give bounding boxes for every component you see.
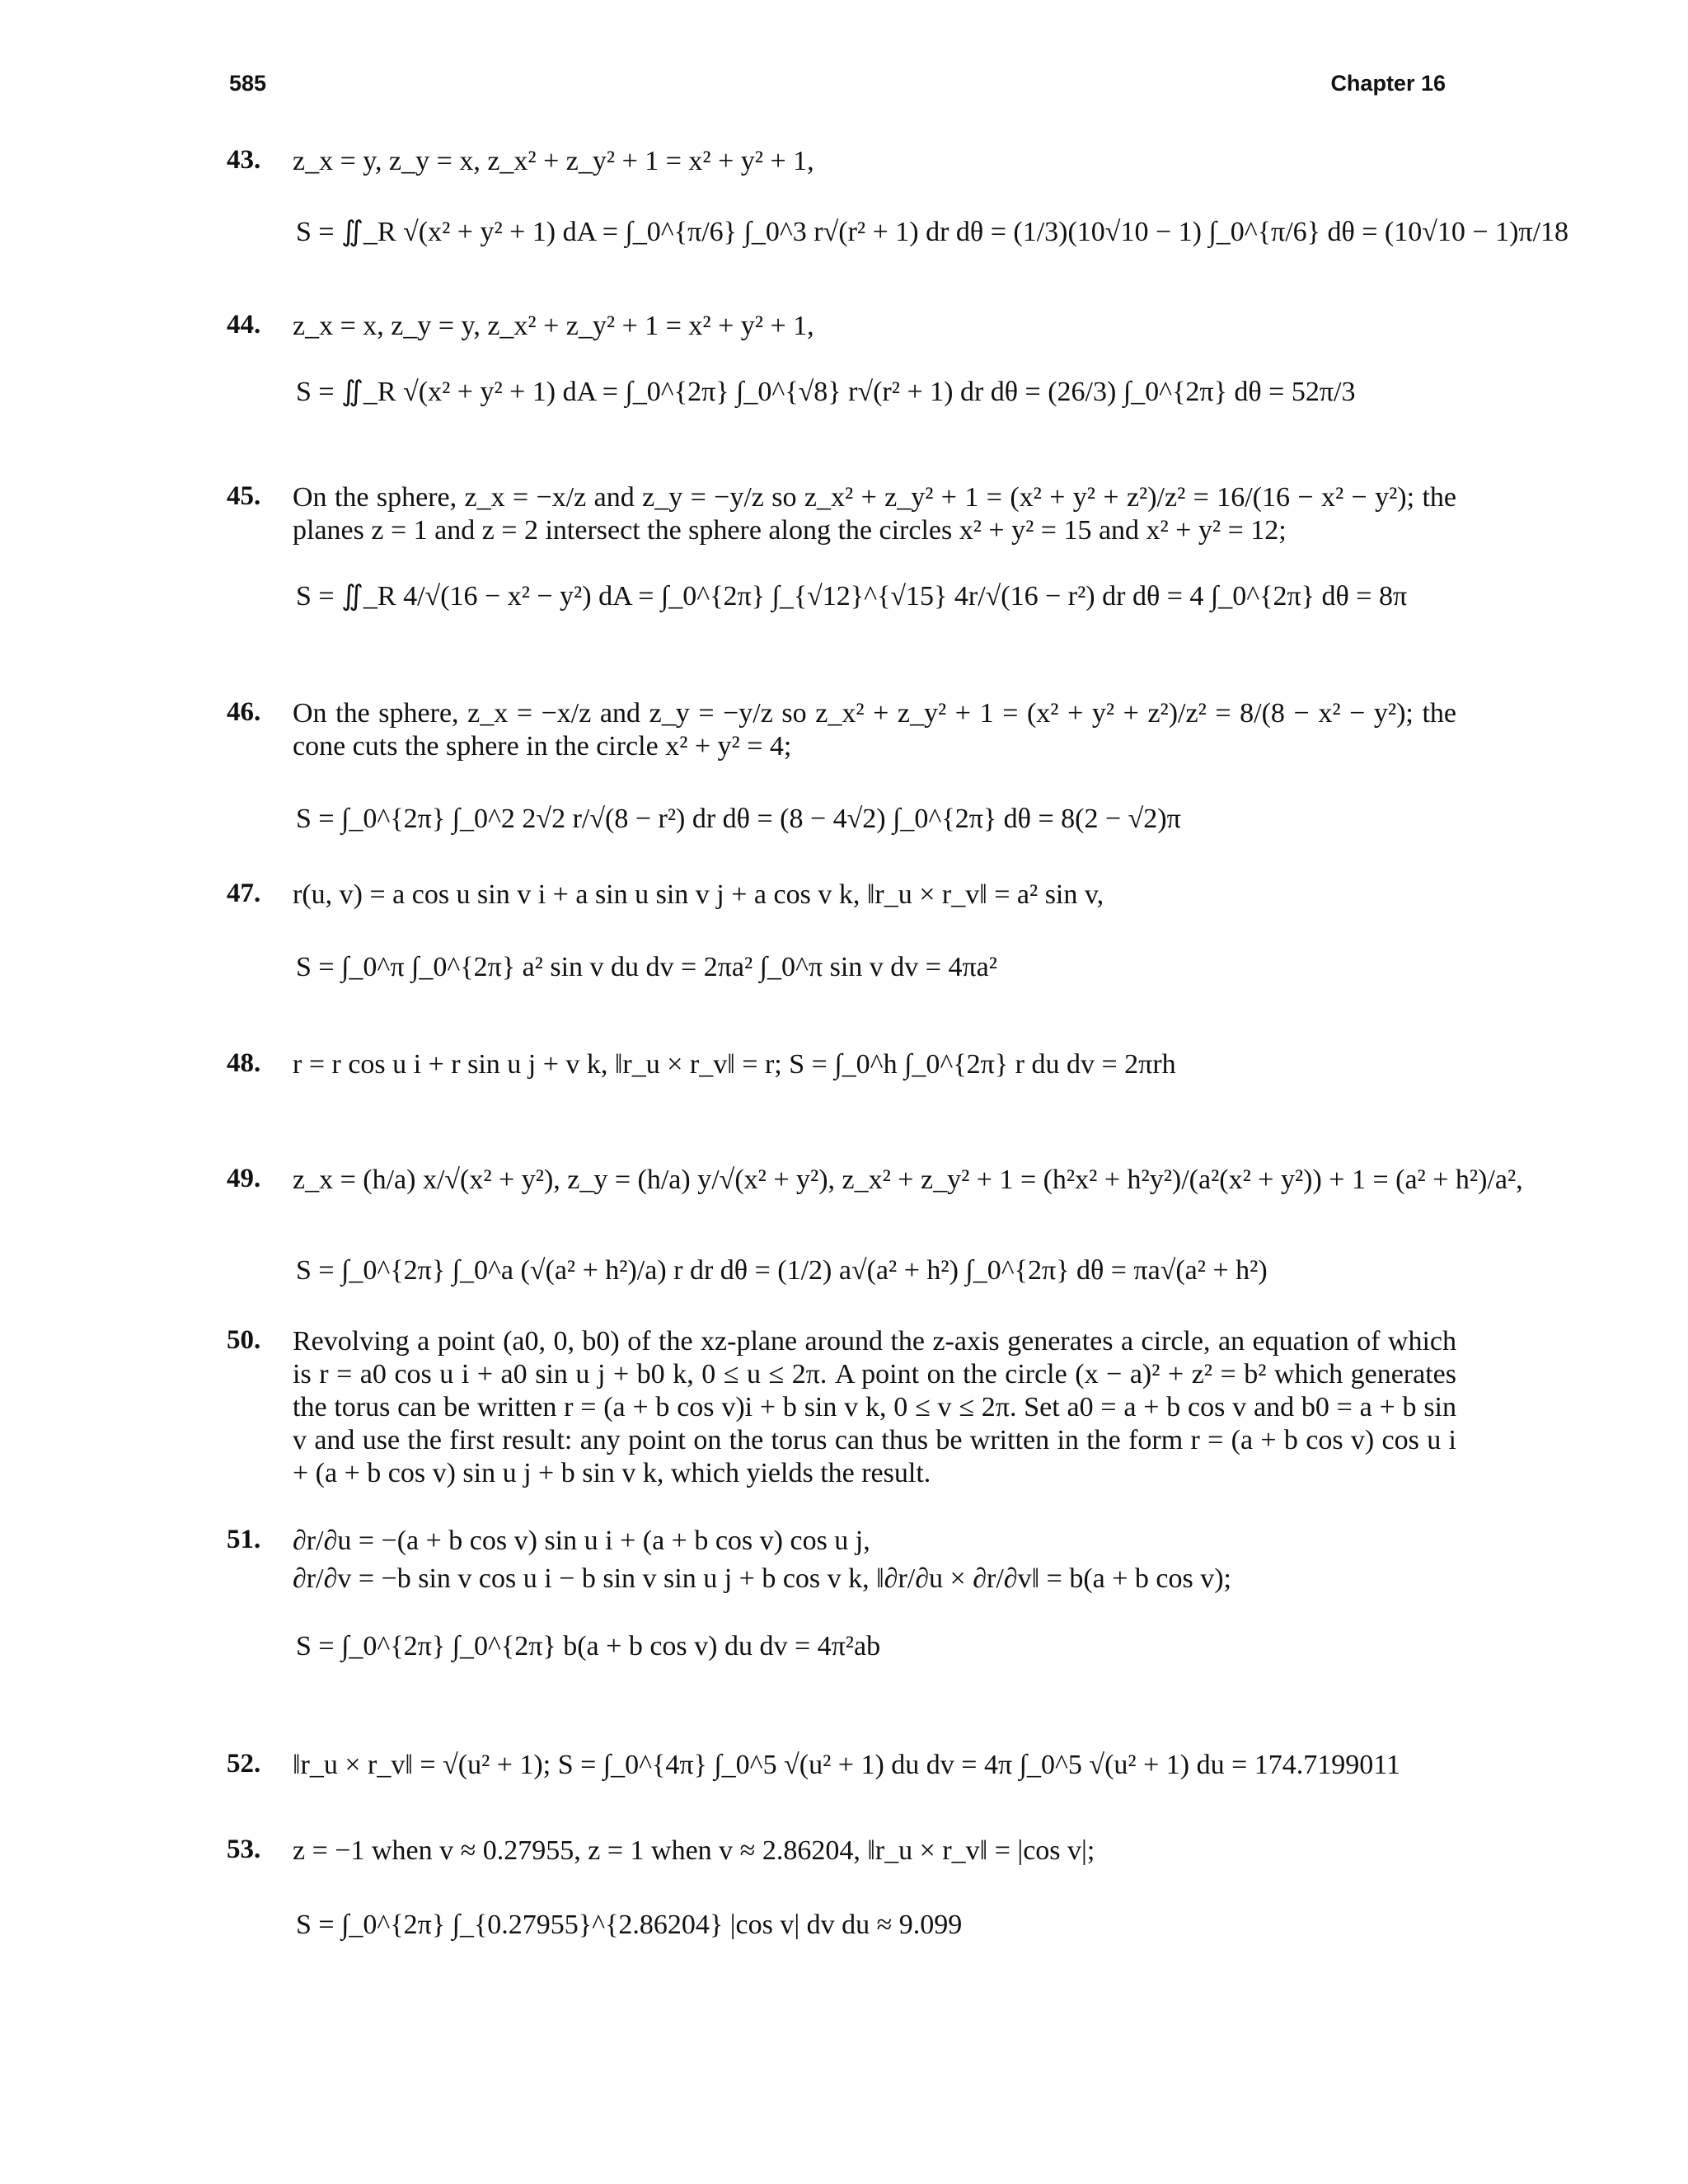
problem-46 xyxy=(227,697,1463,862)
problem-number: 43. xyxy=(227,145,261,175)
problem-number: 49. xyxy=(227,1164,261,1193)
problem-52 xyxy=(227,1749,1463,1798)
problem-44 xyxy=(227,310,1463,450)
problem-49 xyxy=(227,1164,1523,1304)
problem-line: ∂r/∂u = −(a + b cos v) sin u i + (a + b cos v) cos u j, xyxy=(293,1526,870,1556)
problem-number: 52. xyxy=(227,1749,261,1779)
chapter-title: Chapter 16 xyxy=(1330,71,1446,96)
problem-line: r = r cos u i + r sin u j + v k, ‖r_u × r_v‖ = r; S = ∫_0^h ∫_0^{2π} r du dv = 2πrh xyxy=(293,1049,1176,1080)
problem-number: 53. xyxy=(227,1835,261,1864)
problem-number: 44. xyxy=(227,310,261,340)
problem-number: 50. xyxy=(227,1325,261,1355)
problem-53 xyxy=(227,1835,1463,1975)
problem-51 xyxy=(227,1525,1463,1690)
problem-50 xyxy=(227,1325,1463,1498)
problem-text: On the sphere, z_x = −x/z and z_y = −y/z so z_x² + z_y² + 1 = (x² + y² + z²)/z² = 16/(16 − x² − y²); the planes z = 1 and z = 2 intersect the sphere along the circles x² + y² = 15 and x² + y² = 12; xyxy=(293,482,1456,546)
problem-47 xyxy=(227,879,1463,1019)
problem-line: ‖r_u × r_v‖ = √(u² + 1); S = ∫_0^{4π} ∫_0^5 √(u² + 1) du dv = 4π ∫_0^5 √(u² + 1) du = 174.7199011 xyxy=(293,1750,1400,1780)
problem-45 xyxy=(227,481,1463,663)
problem-display-equation: S = ∬_R √(x² + y² + 1) dA = ∫_0^{π/6} ∫_0^3 r√(r² + 1) dr dθ = (1/3)(10√10 − 1) ∫_0^{π/6} dθ = (10√10 − 1)π/18 xyxy=(296,217,1569,247)
problem-display-equation: S = ∫_0^{2π} ∫_0^a (√(a² + h²)/a) r dr dθ = (1/2) a√(a² + h²) ∫_0^{2π} dθ = πa√(a² + h²) xyxy=(296,1255,1268,1286)
problem-display-equation: S = ∫_0^{2π} ∫_0^2 2√2 r/√(8 − r²) dr dθ = (8 − 4√2) ∫_0^{2π} dθ = 8(2 − √2)π xyxy=(296,804,1181,834)
problem-display-equation: S = ∫_0^{2π} ∫_0^{2π} b(a + b cos v) du dv = 4π²ab xyxy=(296,1631,881,1661)
problem-line: z_x = (h/a) x/√(x² + y²), z_y = (h/a) y/√(x² + y²), z_x² + z_y² + 1 = (h²x² + h²y²)/(a²(x² + y²)) + 1 = (a² + h²)/a², xyxy=(293,1165,1523,1195)
problem-text: On the sphere, z_x = −x/z and z_y = −y/z so z_x² + z_y² + 1 = (x² + y² + z²)/z² = 8/(8 − x² − y²); the cone cuts the sphere in the circle x² + y² = 4; xyxy=(293,698,1456,762)
problem-line: ∂r/∂v = −b sin v cos u i − b sin v sin u j + b cos v k, ‖∂r/∂u × ∂r/∂v‖ = b(a + b cos v); xyxy=(293,1563,1231,1594)
problem-number: 48. xyxy=(227,1048,261,1078)
problem-display-equation: S = ∫_0^{2π} ∫_{0.27955}^{2.86204} |cos v| dv du ≈ 9.099 xyxy=(296,1910,963,1940)
problem-48 xyxy=(227,1048,1463,1098)
problem-43 xyxy=(227,145,1569,285)
problem-display-equation: S = ∬_R 4/√(16 − x² − y²) dA = ∫_0^{2π} ∫_{√12}^{√15} 4r/√(16 − r²) dr dθ = 4 ∫_0^{2π} dθ = 8π xyxy=(296,581,1408,612)
page-number: 585 xyxy=(229,71,267,96)
problem-line: z_x = y, z_y = x, z_x² + z_y² + 1 = x² + y² + 1, xyxy=(293,146,814,176)
problem-number: 47. xyxy=(227,879,261,908)
problem-number: 51. xyxy=(227,1525,261,1554)
problem-number: 45. xyxy=(227,481,261,511)
problem-display-equation: S = ∫_0^π ∫_0^{2π} a² sin v du dv = 2πa² ∫_0^π sin v dv = 4πa² xyxy=(296,952,997,982)
problem-line: z = −1 when v ≈ 0.27955, z = 1 when v ≈ 2.86204, ‖r_u × r_v‖ = |cos v|; xyxy=(293,1835,1095,1866)
problem-line: r(u, v) = a cos u sin v i + a sin u sin v j + a cos v k, ‖r_u × r_v‖ = a² sin v, xyxy=(293,879,1104,910)
problem-display-equation: S = ∬_R √(x² + y² + 1) dA = ∫_0^{2π} ∫_0^{√8} r√(r² + 1) dr dθ = (26/3) ∫_0^{2π} dθ = 52π/3 xyxy=(296,377,1356,407)
problem-line: z_x = x, z_y = y, z_x² + z_y² + 1 = x² + y² + 1, xyxy=(293,311,814,341)
problem-text: Revolving a point (a0, 0, b0) of the xz-plane around the z-axis generates a circle, an equation of which is r = a0 cos u i + a0 sin u j + b0 k, 0 ≤ u ≤ 2π. A point on the circle (x − a)² + z² = b² which generates the torus can be written r = (a + b cos v)i + b sin v k, 0 ≤ v ≤ 2π. Set a0 = a + b cos v and b0 = a + b sin v and use the first result: any point on the torus can thus be written in the form r = (a + b cos v) cos u i + (a + b cos v) sin u j + b sin v k, which yields the result. xyxy=(293,1326,1456,1488)
problem-number: 46. xyxy=(227,697,261,727)
